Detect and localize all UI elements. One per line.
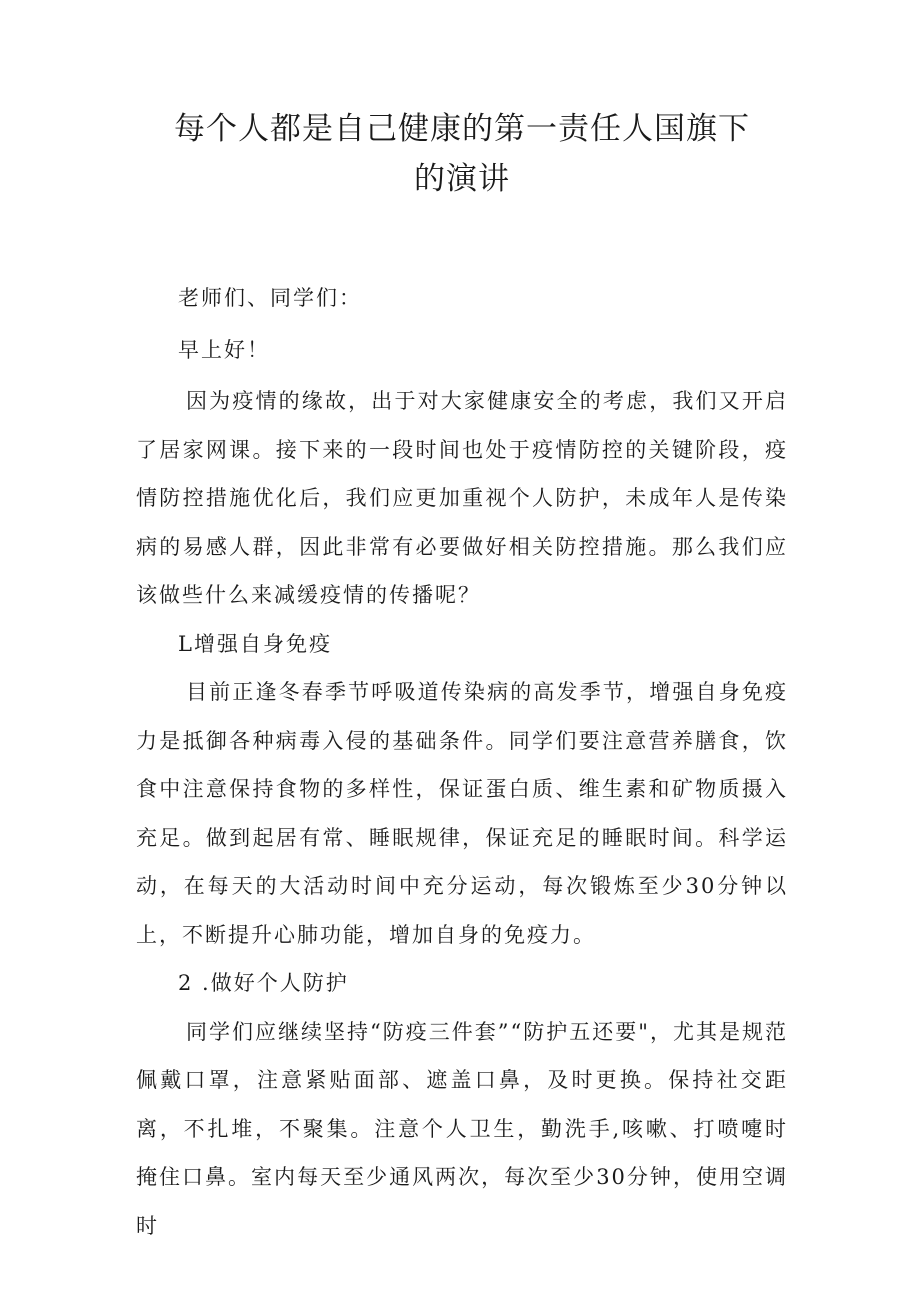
section-heading-2: 2 .做好个人防护 [178, 971, 349, 995]
greeting: 早上好！ [178, 337, 270, 362]
salutation: 老师们、同学们： [178, 286, 362, 310]
paragraph-intro: 因为疫情的缘故，出于对大家健康安全的考虑，我们又开启了居家网课。接下来的一段时间也处于疫情防控的关键阶段，疫情防控措施优化后，我们应更加重视个人防护，未成年人是传染病的易感人群，因此非常有必要做好相关防控措施。那么我们应该做些什么来减缓疫情的传播呢？ [136, 389, 788, 607]
title-line-1: 每个人都是自己健康的第一责任人国旗下 [174, 111, 750, 147]
paragraph-immunity: 目前正逢冬春季节呼吸道传染病的高发季节，增强自身免疫力是抵御各种病毒入侵的基础条件。同学们要注意营养膳食，饮食中注意保持食物的多样性，保证蛋白质、维生素和矿物质摄入充足。做到起居有常、睡眠规律，保证充足的睡眠时间。科学运动，在每天的大活动时间中充分运动，每次锻炼至少30分钟以上，不断提升心肺功能，增加自身的免疫力。 [136, 680, 788, 947]
title-line-2: 的演讲 [414, 161, 510, 197]
paragraph-protection: 同学们应继续坚持“防疫三件套”“防护五还要"，尤其是规范佩戴口罩，注意紧贴面部、遮盖口鼻，及时更换。保持社交距离，不扎堆，不聚集。注意个人卫生，勤洗手,咳嗽、打喷嚏时掩住口鼻。室内每天至少通风两次，每次至少30分钟，使用空调时 [136, 1019, 788, 1238]
document-title [136, 104, 788, 204]
section-heading-1: L增强自身免疫 [178, 631, 332, 656]
